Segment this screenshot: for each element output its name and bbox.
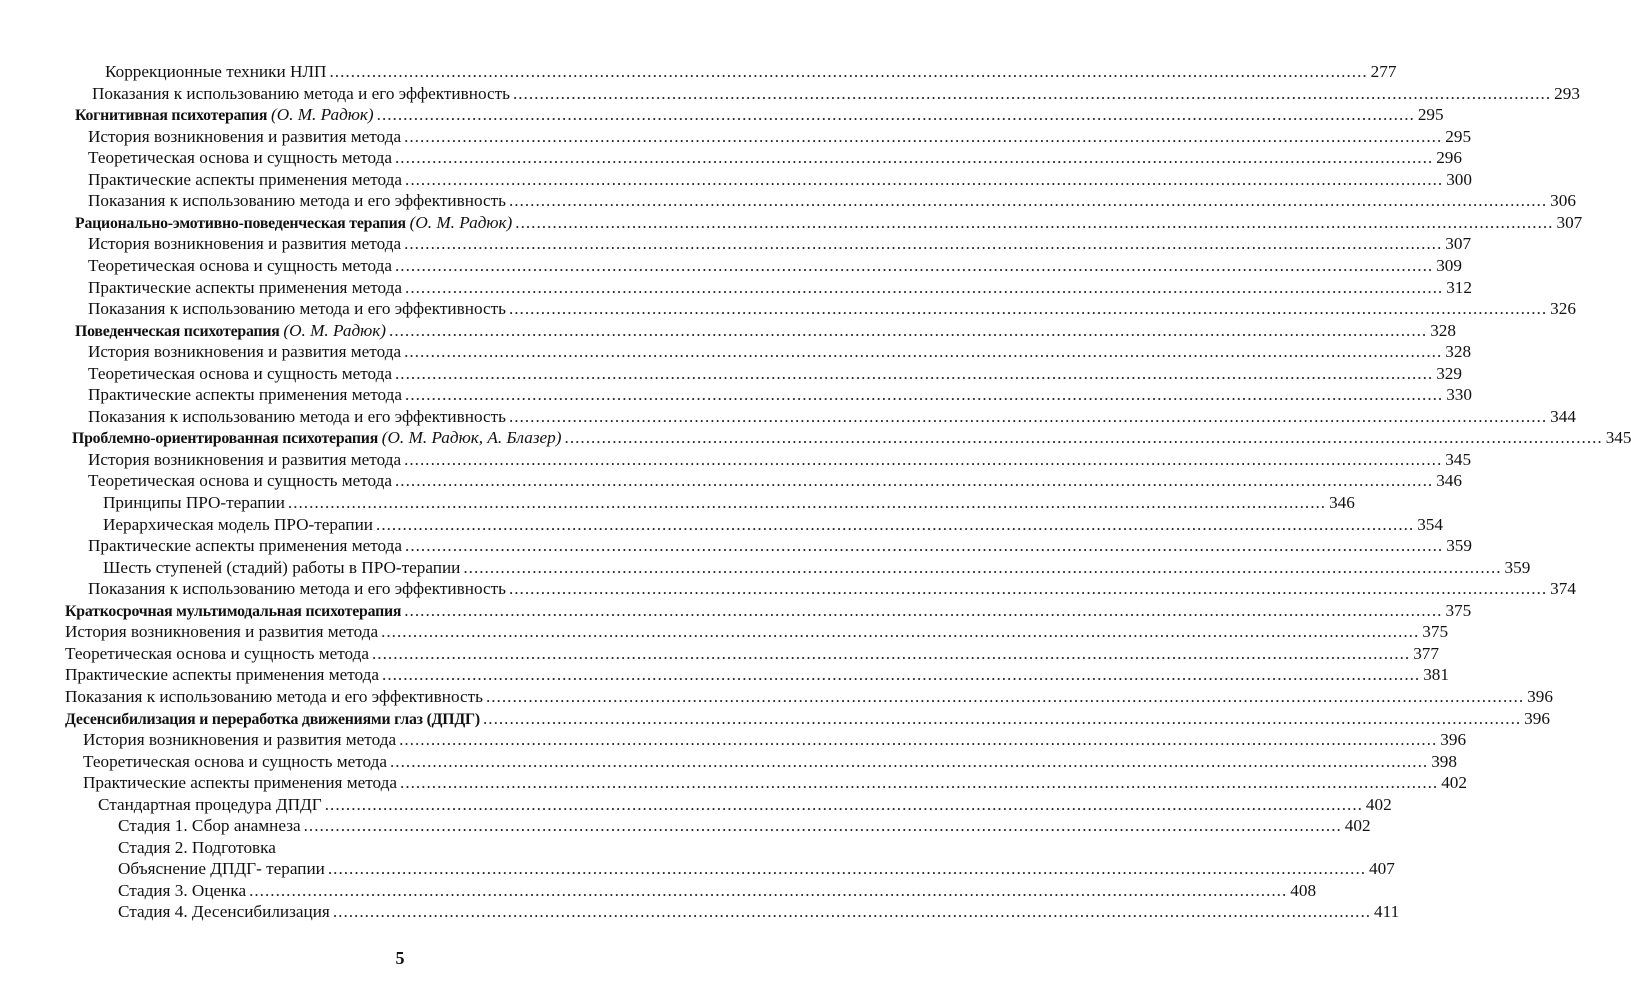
toc-entry-title [103,557,460,579]
toc-entry[interactable] [83,751,1457,773]
toc-entry[interactable] [88,147,1462,169]
toc-dot-leader [389,320,1427,342]
toc-entry-title-part: Теоретическая основа и сущность метода [65,643,369,663]
toc-entry-title-part: История возникновения и развития метода [65,622,379,642]
toc-entry-title [65,664,379,686]
toc-dot-leader [377,104,1415,126]
toc-entry-title [92,83,510,105]
toc-entry[interactable] [118,880,1317,902]
toc-entry[interactable] [75,104,1444,126]
toc-entry-title [88,147,392,169]
toc-entry-title [75,320,386,343]
toc-entry-title-part: Иерархическая модель ПРО-терапии [103,514,374,534]
toc-entry[interactable] [88,298,1576,320]
toc-entry[interactable] [103,557,1531,579]
toc-entry-title [65,600,401,623]
toc-entry-title [65,643,369,665]
toc-dot-leader [395,470,1433,492]
toc-dot-leader [565,427,1603,449]
toc-entry-title [88,470,392,492]
toc-entry-title [88,406,506,428]
toc-entry-title [88,255,392,277]
toc-dot-leader [395,363,1433,385]
toc-dot-leader [395,147,1433,169]
toc-entry-title [88,363,392,385]
toc-entry-page: 381 [1423,665,1449,685]
toc-entry-page: 398 [1431,751,1457,771]
toc-entry[interactable] [88,277,1472,299]
toc-entry-title [105,61,326,83]
toc-entry-title [118,815,301,837]
toc-entry-page: 402 [1365,794,1392,814]
toc-dot-leader [404,341,1442,363]
toc-dot-leader [382,664,1420,686]
toc-dot-leader [405,277,1443,299]
toc-dot-leader [328,858,1366,880]
toc-entry-title [118,880,246,902]
toc-entry-title-part: Теоретическая основа и сущность метода [88,471,392,491]
toc-entry-page: 307 [1445,234,1472,254]
toc-entry-title-part: Стадия 1. Сбор анамнеза [118,816,301,836]
toc-dot-leader [513,83,1551,105]
toc-dot-leader [515,212,1553,234]
toc-dot-leader [304,815,1342,837]
toc-entry-title [88,169,402,191]
toc-entry-title [88,449,401,471]
toc-entry[interactable] [65,621,1449,643]
toc-entry-title-part: История возникновения и развития метода [88,234,402,254]
toc-dot-leader [404,126,1442,148]
toc-dot-leader [463,557,1501,579]
toc-entry-page: 329 [1436,363,1462,383]
toc-dot-leader [483,708,1521,730]
toc-entry-title-part: Стадия 3. Оценка [118,880,247,900]
toc-entry-title [118,901,330,923]
toc-entry-page: 293 [1554,83,1580,103]
toc-entry[interactable] [88,470,1462,492]
toc-entry-page: 375 [1422,622,1449,642]
toc-entry-page: 346 [1329,493,1355,512]
toc-entry-title [118,858,325,880]
toc-entry-title [88,341,401,363]
toc-entry-title [103,514,373,536]
toc-entry-page: 312 [1446,277,1472,297]
toc-entry-title [83,772,397,794]
toc-entry-title-part: История возникновения и развития метода [88,342,402,362]
toc-entry-title-part: Принципы ПРО-терапии [103,493,285,512]
toc-entry[interactable] [83,772,1467,794]
toc-entry-page: 326 [1550,299,1576,319]
toc-entry-page: 309 [1436,255,1462,275]
toc-entry[interactable] [88,255,1462,277]
toc-entry-title-part: Теоретическая основа и сущность метода [88,363,392,383]
toc-dot-leader [390,751,1428,773]
toc-entry[interactable] [92,83,1580,105]
toc-dot-leader [325,794,1363,816]
toc-entry[interactable] [83,729,1467,751]
toc-dot-leader [249,880,1287,902]
toc-entry-page: 354 [1417,514,1443,534]
toc-entry-title [103,492,285,514]
toc-entry[interactable] [88,449,1472,471]
toc-entry-title-part: (О. М. Радюк, А. Блазер) [381,428,562,448]
toc-dot-leader [376,514,1414,536]
toc-dot-leader [486,686,1524,708]
toc-dot-leader [405,384,1443,406]
toc-entry-title [88,190,506,212]
toc-entry[interactable] [65,643,1439,665]
toc-entry-title-part: Практические аспекты применения метода [88,277,403,297]
toc-entry[interactable] [65,600,1472,622]
toc-entry[interactable] [88,169,1472,191]
toc-entry-page: 375 [1445,600,1472,620]
toc-entry-title-part: Показания к использованию метода и его эффективность [88,299,506,319]
toc-entry[interactable] [105,61,1397,83]
toc-entry-page: 402 [1441,773,1467,793]
toc-entry-title [83,729,396,751]
toc-entry-title-part: История возникновения и развития метода [88,126,402,146]
toc-entry[interactable] [88,535,1472,557]
toc-entry-page: 330 [1446,385,1472,405]
toc-entry-page: 306 [1550,191,1576,211]
toc-entry-page: 300 [1446,169,1472,189]
toc-dot-leader [333,901,1371,923]
toc-entry[interactable] [88,578,1576,600]
toc-entry-title [88,277,402,299]
toc-entry-title-part: Практические аспекты применения метода [88,169,403,189]
toc-entry-page: 345 [1605,428,1631,448]
toc-entry[interactable] [65,664,1449,686]
toc-dot-leader [509,578,1547,600]
toc-entry-title-part: Показания к использованию метода и его эффективность [88,191,506,211]
toc-entry[interactable] [65,708,1550,730]
toc-entry[interactable] [75,320,1456,342]
toc-entry-title [88,298,506,320]
toc-entry[interactable] [118,837,765,859]
toc-entry-page: 328 [1430,320,1456,340]
toc-entry[interactable] [88,126,1472,148]
toc-entry-title [88,535,402,557]
toc-entry[interactable] [65,686,1553,708]
toc-entry-title-part: Практические аспекты применения метода [83,773,398,793]
toc-entry[interactable] [118,815,1371,837]
toc-entry[interactable] [88,406,1576,428]
toc-dot-leader [405,535,1443,557]
toc-entry-title-part: Объяснение ДПДГ- терапии [118,859,325,879]
toc-entry-page: 296 [1436,148,1462,168]
toc-entry-page: 402 [1344,816,1371,836]
toc-entry[interactable] [88,190,1576,212]
toc-entry-page: 295 [1417,105,1444,125]
toc-entry-title-part: Стандартная процедура ДПДГ [98,794,322,814]
toc-entry-page: 411 [1374,902,1400,922]
toc-dot-leader [395,255,1433,277]
toc-entry-page: 307 [1556,212,1583,232]
toc-entry[interactable] [103,514,1443,536]
toc-dot-leader [400,772,1438,794]
toc-dot-leader [509,190,1547,212]
toc-entry-title [88,578,506,600]
toc-entry-title-part: Практические аспекты применения метода [65,665,380,685]
toc-entry-page: 374 [1550,579,1576,599]
toc-entry-title-part: Стадия 4. Десенсибилизация [118,902,330,922]
page-number: 5 [395,948,405,968]
toc-entry-title [75,212,512,235]
toc-dot-leader [404,600,1442,622]
toc-entry[interactable] [88,233,1472,255]
toc-entry-page: 396 [1440,730,1467,750]
toc-entry-page: 396 [1527,686,1553,706]
toc-entry-page: 346 [1436,471,1462,491]
toc-entry-title [88,126,401,148]
toc-entry[interactable] [118,901,1400,923]
toc-entry-title-part: Проблемно-ориентированная психотерапия [72,430,382,448]
toc-entry-title-part: Показания к использованию метода и его эффективность [65,686,483,706]
toc-entry[interactable] [103,492,1355,514]
toc-entry[interactable] [72,427,1631,449]
toc-entry-title [72,427,562,450]
toc-entry-title-part: Практические аспекты применения метода [88,385,403,405]
toc-dot-leader [288,492,1326,514]
toc-dot-leader [404,449,1442,471]
toc-entry[interactable] [88,384,1472,406]
toc-entry-title [98,794,322,816]
toc-entry-title [88,233,401,255]
toc-entry-title-part: Поведенческая психотерапия [75,322,284,340]
toc-entry-page: 295 [1445,126,1472,146]
toc-entry-page: 359 [1504,557,1531,577]
toc-entry-title [118,837,765,859]
toc-dot-leader [509,406,1547,428]
toc-entry-page: 407 [1369,859,1395,879]
toc-entry-title [65,621,378,643]
toc-entry-title [88,384,402,406]
toc-entry[interactable] [75,212,1583,234]
toc-dot-leader [404,233,1442,255]
toc-entry-title-part: Практические аспекты применения метода [88,536,403,556]
toc-entry-title-part: Теоретическая основа и сущность метода [83,751,387,771]
toc-dot-leader [405,169,1443,191]
toc-entry-page: 377 [1413,643,1439,663]
toc-entry[interactable] [88,363,1462,385]
toc-dot-leader [399,729,1437,751]
toc-dot-leader [381,621,1419,643]
toc-entry-title-part: (О. М. Радюк) [409,212,513,232]
toc-entry[interactable] [88,341,1472,363]
toc-entry-page: 359 [1446,536,1472,556]
toc-entry-title-part: Десенсибилизация и переработка движениями глаз (ДПДГ) [65,710,480,728]
toc-entry-page: 344 [1550,406,1576,426]
toc-entry-page: 328 [1445,342,1472,362]
toc-entry-title-part: Теоретическая основа и сущность метода [88,148,392,168]
toc-entry-title [65,686,483,708]
toc-dot-leader [509,298,1547,320]
toc-entry-page: 345 [1445,449,1472,469]
toc-entry-title-part: Краткосрочная мультимодальная психотерапия [65,602,402,620]
toc-entry-title-part: Показания к использованию метода и его эффективность [88,579,506,599]
toc-entry[interactable] [118,858,1395,880]
toc-entry-title-part: История возникновения и развития метода [83,730,397,750]
toc-entry-title-part: (О. М. Радюк) [283,320,387,340]
toc-entry-title-part: Показания к использованию метода и его эффективность [88,406,506,426]
toc-entry-title [83,751,387,773]
toc-entry-title-part: Теоретическая основа и сущность метода [88,255,392,275]
toc-entry-title [75,104,374,127]
toc-dot-leader [329,61,1367,83]
toc-entry-page: 408 [1290,880,1317,900]
toc-entry-title [65,708,480,731]
toc-entry-title-part: Показания к использованию метода и его эффективность [92,83,510,103]
toc-entry-page: 277 [1370,62,1397,81]
toc-entry[interactable] [98,794,1392,816]
toc-entry-title-part: Стадия 2. Подготовка [118,837,276,857]
toc-entry-title-part: Шесть ступеней (стадий) работы в ПРО-терапии [103,557,461,577]
toc-entry-title-part: Когнитивная психотерапия [75,107,271,125]
toc-entry-title-part: Коррекционные техники НЛП [105,62,327,81]
toc-entry-title-part: (О. М. Радюк) [270,105,374,125]
toc-entry-page: 396 [1524,708,1550,728]
toc-entry-title-part: История возникновения и развития метода [88,449,402,469]
toc-dot-leader [372,643,1410,665]
toc-entry-title-part: Рационально-эмотивно-поведенческая терапия [75,214,410,232]
